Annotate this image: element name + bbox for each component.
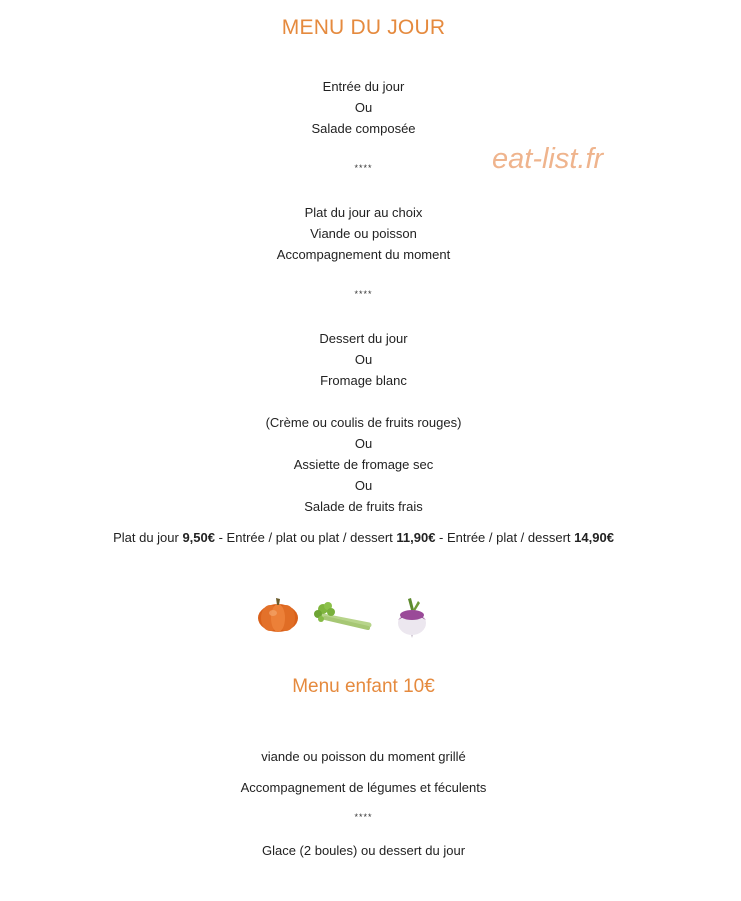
plat-label: Plat du jour [113,530,183,545]
combo2-label: - Entrée / plat / dessert [435,530,575,545]
separator-1: **** [354,163,373,173]
dessert-option-1: (Crème ou coulis de fruits rouges) [265,415,462,430]
main-line-2: Viande ou poisson [310,226,417,241]
dessert-option-4: Ou [354,478,373,493]
price-line [0,527,727,548]
page-title: MENU DU JOUR [281,16,446,39]
starter-line-2: Ou [354,100,373,115]
turnip-icon [394,598,430,638]
dessert-line-1: Dessert du jour [319,331,408,346]
kids-line-2: Accompagnement de légumes et féculents [240,780,487,795]
main-line-3: Accompagnement du moment [276,247,451,262]
kids-separator: **** [354,812,373,822]
combo2-price: 14,90€ [574,530,614,545]
dessert-line-2: Ou [354,352,373,367]
dessert-option-2: Ou [354,436,373,451]
main-line-1: Plat du jour au choix [304,205,423,220]
pumpkin-icon [256,596,300,634]
celery-icon [313,600,373,632]
watermark: eat-list.fr [492,143,604,175]
combo1-label: - Entrée / plat ou plat / dessert [215,530,397,545]
kids-line-3: Glace (2 boules) ou dessert du jour [261,843,466,858]
kids-line-1: viande ou poisson du moment grillé [261,749,466,764]
starter-line-3: Salade composée [311,121,416,136]
dessert-line-3: Fromage blanc [320,373,407,388]
combo1-price: 11,90€ [396,530,436,545]
dessert-option-5: Salade de fruits frais [304,499,423,514]
kids-menu-title: Menu enfant 10€ [292,676,435,697]
separator-2: **** [354,289,373,299]
starter-line-1: Entrée du jour [322,79,405,94]
plat-price: 9,50€ [182,530,215,545]
dessert-option-3: Assiette de fromage sec [293,457,434,472]
